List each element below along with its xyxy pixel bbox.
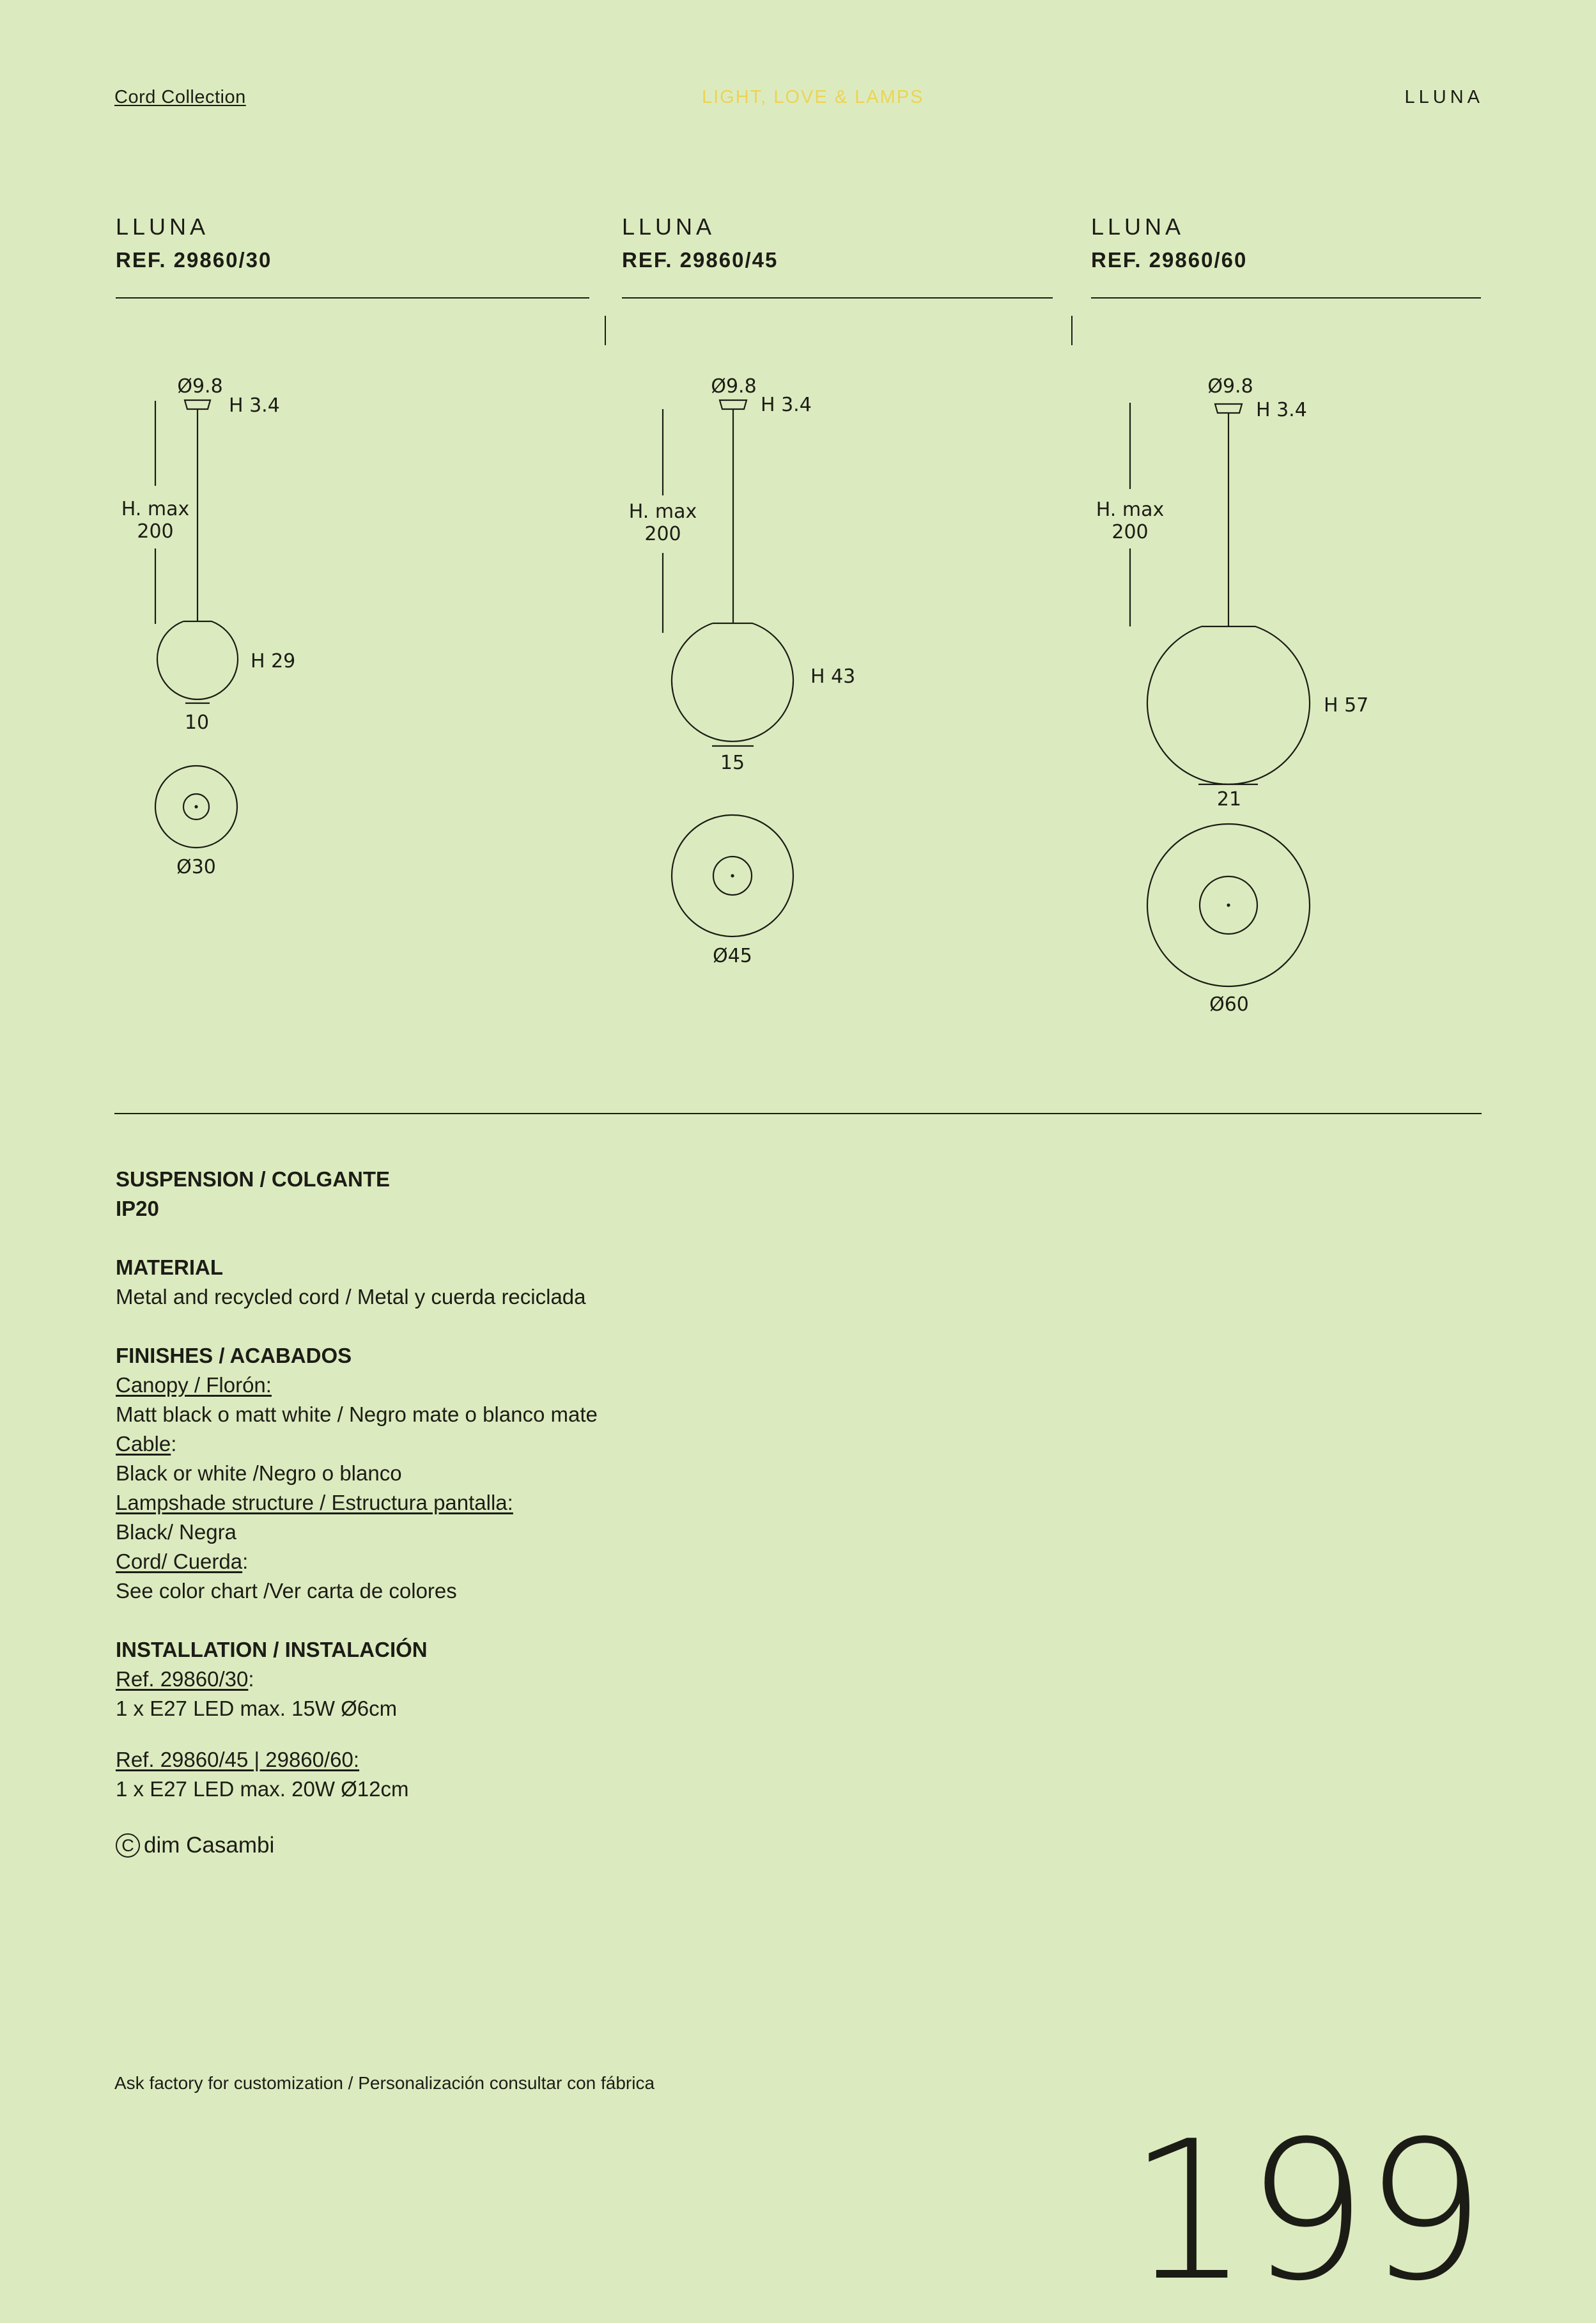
lampshade-side-view [672, 623, 793, 742]
cord-value: See color chart /Ver carta de colores [116, 1579, 457, 1603]
installation-title: INSTALLATION / INSTALACIÓN [116, 1638, 428, 1661]
lamp-drawing-45 [629, 375, 856, 967]
diameter-label: Ø30 [176, 856, 216, 878]
section-divider [114, 1113, 1482, 1114]
collection-link[interactable]: Cord Collection [114, 87, 246, 107]
shade-height-label: H 43 [810, 665, 856, 688]
casambi-c-icon: C [116, 1833, 140, 1858]
lampshade-label: Lampshade structure / Estructura pantalla: [116, 1491, 513, 1514]
diameter-label: Ø60 [1209, 993, 1249, 1016]
lampshade-side-view [157, 621, 238, 699]
material-value: Metal and recycled cord / Metal y cuerda reciclada [116, 1285, 586, 1309]
lamp-drawing-30 [121, 375, 296, 878]
canopy-diameter-label: Ø9.8 [711, 375, 757, 398]
canopy-value: Matt black o matt white / Negro mate o blanco mate [116, 1402, 598, 1426]
product-type: SUSPENSION / COLGANTE [116, 1167, 391, 1191]
finishes-title: FINISHES / ACABADOS [116, 1344, 352, 1367]
canopy-height-label: H 3.4 [229, 394, 280, 417]
hmax-value: 200 [137, 520, 174, 543]
material-title: MATERIAL [116, 1255, 224, 1279]
product-ref-30: REF. 29860/30 [116, 248, 272, 272]
cord-row: Cord/ Cuerda: [116, 1550, 249, 1573]
product-header-title: LLUNA [1404, 87, 1484, 107]
dim-casambi [116, 1831, 1011, 1860]
ref1-value: 1 x E27 LED max. 15W Ø6cm [116, 1697, 398, 1720]
hmax-label: H. max [121, 498, 190, 520]
product-name-60: LLUNA [1091, 214, 1185, 240]
base-label: 10 [184, 711, 210, 734]
cable-value: Black or white /Negro o blanco [116, 1461, 402, 1485]
ref1-label: Ref. 29860/30 [116, 1667, 249, 1691]
lampshade-side-view [1147, 626, 1310, 784]
center-dot [732, 875, 734, 877]
shade-height-label: H 29 [251, 650, 296, 672]
canopy-diameter-label: Ø9.8 [1207, 375, 1253, 398]
hmax-value: 200 [1112, 521, 1149, 543]
canopy-label: Canopy / Florón: [116, 1373, 272, 1397]
lamp-drawing-60 [1096, 375, 1369, 1016]
ref1-row: Ref. 29860/30: [116, 1667, 254, 1691]
specifications [116, 1165, 1011, 1860]
cord-label: Cord/ Cuerda [116, 1550, 243, 1573]
ip-rating: IP20 [116, 1197, 159, 1220]
cable-label: Cable [116, 1432, 171, 1456]
product-ref-45: REF. 29860/45 [622, 248, 779, 272]
hmax-value: 200 [644, 523, 681, 545]
product-name-45: LLUNA [622, 214, 716, 240]
hmax-label: H. max [1096, 499, 1165, 521]
cable-row: Cable: [116, 1432, 177, 1456]
base-label: 15 [720, 752, 745, 774]
technical-drawings [0, 0, 1596, 1087]
page-number: 199 [1127, 2100, 1482, 2323]
canopy-height-label: H 3.4 [761, 394, 812, 416]
tagline: LIGHT, LOVE & LAMPS [702, 87, 924, 107]
canopy-shape [1215, 404, 1242, 413]
canopy-height-label: H 3.4 [1256, 399, 1307, 421]
product-name-30: LLUNA [116, 214, 210, 240]
diameter-label: Ø45 [713, 945, 752, 967]
ref2-value: 1 x E27 LED max. 20W Ø12cm [116, 1777, 409, 1801]
canopy-shape [720, 400, 747, 409]
hmax-label: H. max [628, 501, 697, 523]
canopy-diameter-label: Ø9.8 [177, 375, 223, 398]
shade-height-label: H 57 [1324, 694, 1369, 717]
base-label: 21 [1216, 788, 1242, 811]
center-dot [196, 806, 198, 808]
ref2-label: Ref. 29860/45 | 29860/60: [116, 1748, 360, 1771]
canopy-shape [185, 400, 210, 409]
customization-note: Ask factory for customization / Personalización consultar con fábrica [114, 2073, 655, 2093]
center-dot [1228, 905, 1230, 906]
lampshade-value: Black/ Negra [116, 1520, 236, 1544]
dim-label: dim Casambi [144, 1833, 275, 1858]
product-ref-60: REF. 29860/60 [1091, 248, 1248, 272]
